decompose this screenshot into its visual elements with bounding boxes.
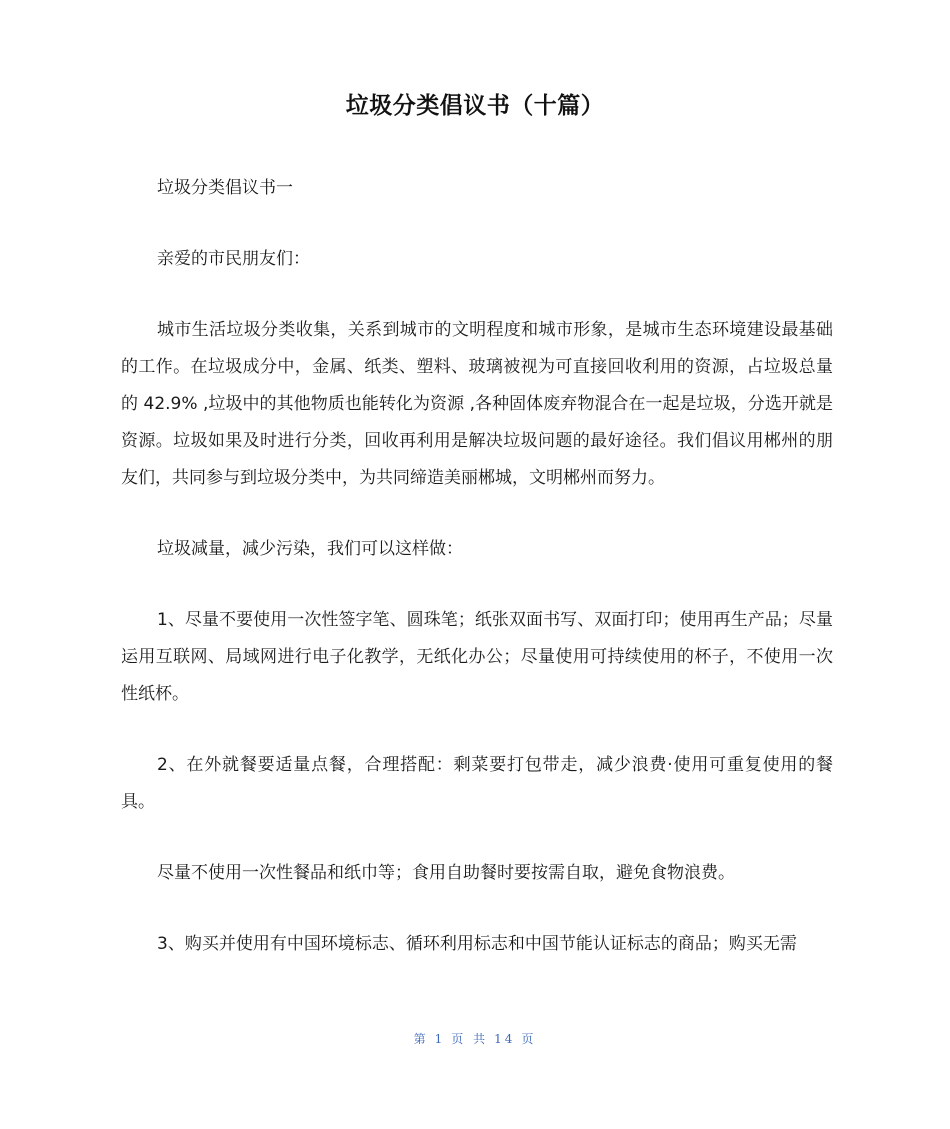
- document-body: [121, 170, 833, 997]
- footer-middle: 页 共: [451, 1032, 489, 1046]
- paragraph-item-1: 1、尽量不要使用一次性签字笔、圆珠笔；纸张双面书写、双面打印；使用再生产品；尽量运用互联网、局域网进行电子化教学，无纸化办公；尽量使用可持续使用的杯子，不使用一次性纸杯。: [121, 610, 833, 704]
- footer-prefix: 第: [413, 1032, 429, 1046]
- paragraph-item-3: 3、购买并使用有中国环境标志、循环利用标志和中国节能认证标志的商品；购买无需: [157, 934, 797, 954]
- paragraph-intro: 城市生活垃圾分类收集，关系到城市的文明程度和城市形象，是城市生态环境建设最基础的工作。在垃圾成分中，金属、纸类、塑料、玻璃被视为可直接回收利用的资源，占垃圾总量的 42.9% ,垃圾中的其他物质也能转化为资源 ,各种固体废弃物混合在一起是垃圾，分选开就是资源。垃圾如果及时进行分类，回收再利用是解决垃圾问题的最好途径。我们倡议用郴州的朋友们，共同参与到垃圾分类中，为共同缔造美丽郴城，文明郴州而努力。: [121, 320, 833, 488]
- paragraph-item-2: 2、在外就餐要适量点餐，合理搭配：剩菜要打包带走，减少浪费·使用可重复使用的餐具。: [121, 755, 833, 812]
- page-footer: [0, 1030, 950, 1047]
- paragraph-heading: 垃圾分类倡议书一: [157, 178, 293, 198]
- footer-current-page: 1: [434, 1032, 446, 1046]
- paragraph-reduce-lead: 垃圾减量，减少污染，我们可以这样做：: [157, 539, 463, 559]
- paragraph-salutation: 亲爱的市民朋友们：: [157, 249, 310, 269]
- paragraph-item-2-cont: 尽量不使用一次性餐品和纸巾等；食用自助餐时要按需自取，避免食物浪费。: [157, 863, 735, 883]
- document-title: 垃圾分类倡议书（十篇）: [345, 93, 605, 119]
- footer-suffix: 页: [521, 1032, 537, 1046]
- footer-total-pages: 14: [494, 1032, 516, 1046]
